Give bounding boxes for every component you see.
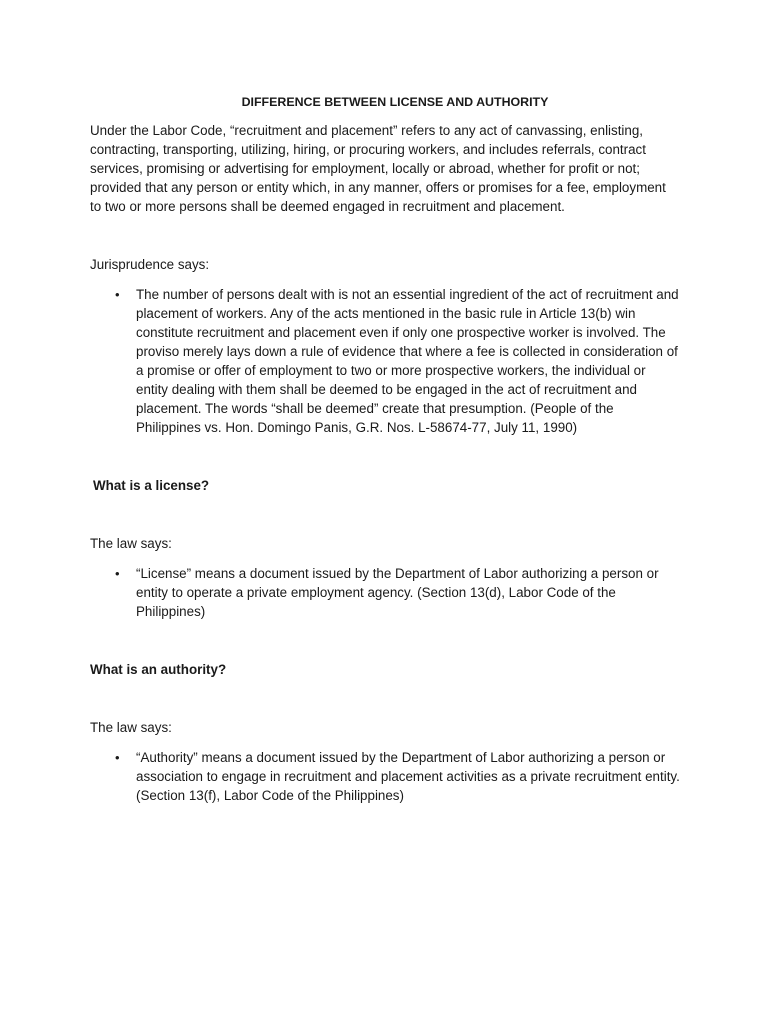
document-body	[90, 93, 680, 805]
authority-list	[90, 748, 680, 805]
jurisprudence-label: Jurisprudence says:	[90, 257, 210, 272]
authority-law-label: The law says:	[90, 720, 172, 735]
spacer	[90, 553, 680, 564]
spacer	[90, 216, 680, 255]
jurisprudence-list	[90, 285, 680, 437]
list-item	[90, 285, 680, 437]
spacer	[90, 737, 680, 748]
bullet-icon: •	[115, 750, 120, 765]
list-item	[90, 748, 680, 805]
authority-heading: What is an authority?	[90, 662, 227, 677]
bullet-icon: •	[115, 566, 120, 581]
spacer	[90, 437, 680, 476]
license-law-label: The law says:	[90, 536, 172, 551]
license-list	[90, 564, 680, 621]
spacer	[90, 495, 680, 534]
bullet-icon: •	[115, 287, 120, 302]
list-item	[90, 564, 680, 621]
spacer	[90, 679, 680, 718]
license-heading: What is a license?	[93, 478, 210, 493]
license-definition: “License” means a document issued by the Department of Labor authorizing a person or entity to operate a private employment agency. (Section 13(d), Labor Code of the Philippines)	[136, 566, 659, 619]
spacer	[90, 274, 680, 285]
document-title: DIFFERENCE BETWEEN LICENSE AND AUTHORITY	[241, 95, 549, 109]
authority-definition: “Authority” means a document issued by the Department of Labor authorizing a person or association to engage in recruitment and placement activities as a private recruitment entity. (Section 13(f), Labor Code of the Philippines)	[136, 750, 680, 803]
spacer	[90, 621, 680, 660]
intro-paragraph: Under the Labor Code, “recruitment and placement” refers to any act of canvassing, enlisting, contracting, transporting, utilizing, hiring, or procuring workers, and includes referrals, contract services, promising or advertising for employment, locally or abroad, whether for profit or not; provided that any person or entity which, in any manner, offers or promises for a fee, employment to two or more persons shall be deemed engaged in recruitment and placement.	[90, 123, 666, 214]
jurisprudence-text: The number of persons dealt with is not an essential ingredient of the act of recruitment and placement of workers. Any of the acts mentioned in the basic rule in Article 13(b) win constitute recruitment and placement even if only one prospective worker is involved. The proviso merely lays down a rule of evidence that where a fee is collected in consideration of a promise or offer of employment to two or more prospective workers, the individual or entity dealing with them shall be deemed to be engaged in the act of recruitment and placement. The words “shall be deemed” create that presumption. (People of the Philippines vs. Hon. Domingo Panis, G.R. Nos. L-58674-77, July 11, 1990)	[136, 287, 679, 435]
